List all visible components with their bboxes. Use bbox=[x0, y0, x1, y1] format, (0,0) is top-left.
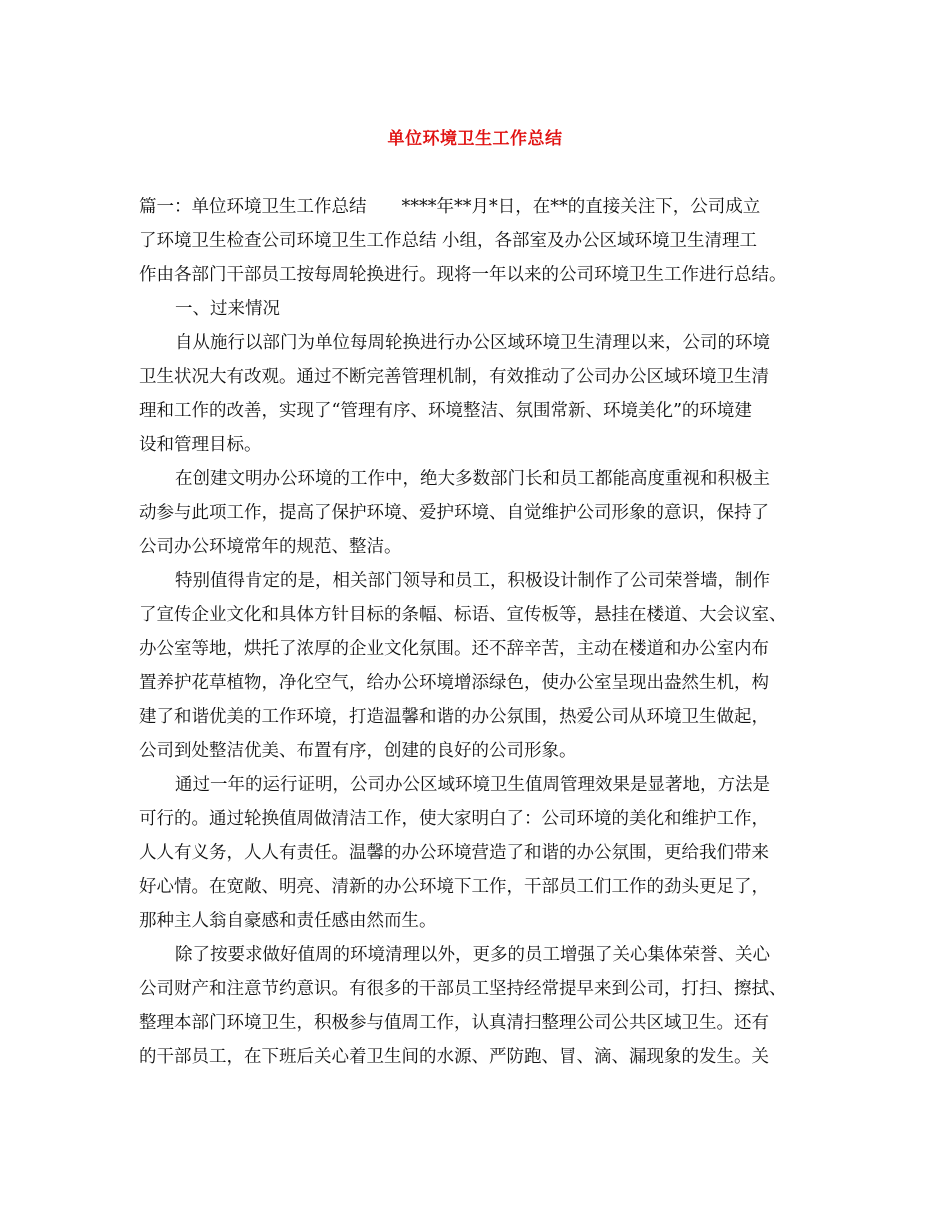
text-line: 理和工作的改善，实现了“管理有序、环境整洁、氛围常新、环境美化”的环境建 bbox=[139, 401, 752, 421]
text-line: 公司到处整洁优美、布置有序，创建的良好的公司形象。 bbox=[139, 741, 577, 761]
text-line: 那种主人翁自豪感和责任感由然而生。 bbox=[139, 911, 437, 931]
text-line: 特别值得肯定的是，相关部门领导和员工，积极设计制作了公司荣誉墙，制作 bbox=[175, 571, 770, 591]
text-line: 了环境卫生检查公司环境卫生工作总结 小组，各部室及办公区域环境卫生清理工 bbox=[139, 231, 758, 251]
text-line: 在创建文明办公环境的工作中，绝大多数部门长和员工都能高度重视和积极主 bbox=[175, 469, 770, 489]
text-line: 了宣传企业文化和具体方针目标的条幅、标语、宣传板等，悬挂在楼道、大会议室、 bbox=[139, 605, 787, 625]
text-line: 可行的。通过轮换值周做清洁工作，使大家明白了：公司环境的美化和维护工作， bbox=[139, 809, 769, 829]
text-line: 好心情。在宽敞、明亮、清新的办公环境下工作，干部员工们工作的劲头更足了， bbox=[139, 877, 769, 897]
text-line: 人人有义务，人人有责任。温馨的办公环境营造了和谐的办公氛围，更给我们带来 bbox=[139, 843, 769, 863]
text-line: 作由各部门干部员工按每周轮换进行。现将一年以来的公司环境卫生工作进行总结。 bbox=[139, 265, 787, 285]
text-line: 建了和谐优美的工作环境，打造温馨和谐的办公氛围，热爱公司从环境卫生做起， bbox=[139, 707, 769, 727]
text-line: 卫生状况大有改观。通过不断完善管理机制，有效推动了公司办公区域环境卫生清 bbox=[139, 367, 769, 387]
text-line: 篇一：单位环境卫生工作总结 ****年**月*日，在**的直接关注下，公司成立 bbox=[139, 197, 761, 217]
text-line: 置养护花草植物，净化空气，给办公环境增添绿色，使办公室呈现出盎然生机，构 bbox=[139, 673, 769, 693]
text-line: 公司办公环境常年的规范、整洁。 bbox=[139, 537, 402, 557]
text-line: 动参与此项工作，提高了保护环境、爱护环境、自觉维护公司形象的意识，保持了 bbox=[139, 503, 769, 523]
text-line: 的干部员工，在下班后关心着卫生间的水源、严防跑、冒、滴、漏现象的发生。关 bbox=[139, 1047, 769, 1067]
text-line: 设和管理目标。 bbox=[139, 435, 262, 455]
text-line: 一、过来情况 bbox=[175, 299, 280, 319]
text-line: 除了按要求做好值周的环境清理以外，更多的员工增强了关心集体荣誉、关心 bbox=[175, 945, 770, 965]
text-line: 办公室等地，烘托了浓厚的企业文化氛围。还不辞辛苦，主动在楼道和办公室内布 bbox=[139, 639, 769, 659]
text-line: 整理本部门环境卫生，积极参与值周工作，认真清扫整理公司公共区域卫生。还有 bbox=[139, 1013, 769, 1033]
document-body bbox=[139, 190, 819, 1074]
text-line: 通过一年的运行证明，公司办公区域环境卫生值周管理效果是显著地，方法是 bbox=[175, 775, 770, 795]
document-title: 单位环境卫生工作总结 bbox=[387, 129, 563, 149]
text-line: 公司财产和注意节约意识。有很多的干部员工坚持经常提早来到公司，打扫、擦拭、 bbox=[139, 979, 787, 999]
text-line: 自从施行以部门为单位每周轮换进行办公区域环境卫生清理以来，公司的环境 bbox=[175, 333, 770, 353]
